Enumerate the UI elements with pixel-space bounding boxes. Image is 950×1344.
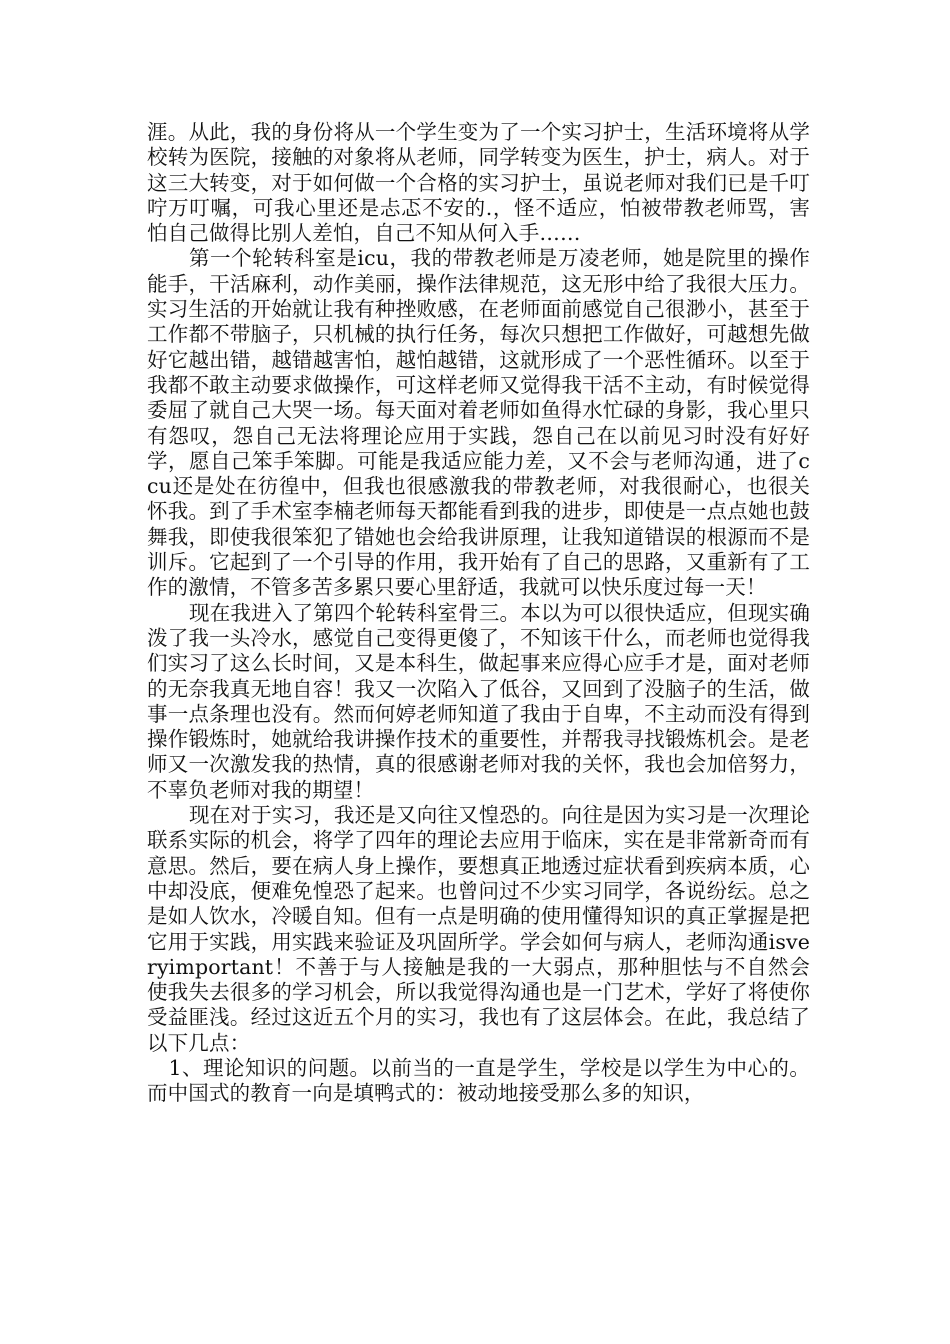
paragraph-3: 现在我进入了第四个轮转科室骨三。本以为可以很快适应，但现实确泼了我一头冷水，感觉自己变得更傻了，不知该干什么，而老师也觉得我们实习了这么长时间，又是本科生，做起事来应得心应手才是，面对老师的无奈我真无地自容！我又一次陷入了低谷，又回到了没脑子的生活，做事一点条理也没有。然而何婷老师知道了我由于自卑，不主动而没有得到操作锻炼时，她就给我讲操作技术的重要性，并帮我寻找锻炼机会。是老师又一次激发我的热情，真的很感谢老师对我的关怀，我也会加倍努力，不辜负老师对我的期望！: [147, 600, 810, 802]
paragraph-4: 现在对于实习，我还是又向往又惶恐的。向往是因为实习是一次理论联系实际的机会，将学了四年的理论去应用于临床，实在是非常新奇而有意思。然后，要在病人身上操作，要想真正地透过症状看到疾病本质，心中却没底，便难免惶恐了起来。也曾问过不少实习同学，各说纷纭。总之是如人饮水，冷暖自知。但有一点是明确的使用懂得知识的真正掌握是把它用于实践，用实践来验证及巩固所学。学会如何与病人，老师沟通isveryimportant！不善于与人接触是我的一大弱点，那种胆怯与不自然会使我失去很多的学习机会，所以我觉得沟通也是一门艺术，学好了将使你受益匪浅。经过这近五个月的实习，我也有了这层体会。在此，我总结了以下几点：: [147, 803, 810, 1055]
paragraph-2: 第一个轮转科室是icu，我的带教老师是万凌老师，她是院里的操作能手，干活麻利，动作美丽，操作法律规范，这无形中给了我很大压力。实习生活的开始就让我有种挫败感，在老师面前感觉自己很渺小，甚至于工作都不带脑子，只机械的执行任务，每次只想把工作做好，可越想先做好它越出错，越错越害怕，越怕越错，这就形成了一个恶性循环。以至于我都不敢主动要求做操作，可这样老师又觉得我干活不主动，有时候觉得委屈了就自己大哭一场。每天面对着老师如鱼得水忙碌的身影，我心里只有怨叹，怨自己无法将理论应用于实践，怨自己在以前见习时没有好好学，愿自己笨手笨脚。可能是我适应能力差，又不会与老师沟通，进了ccu还是处在彷徨中，但我也很感激我的带教老师，对我很耐心，也很关怀我。到了手术室李楠老师每天都能看到我的进步，即使是一点点她也鼓舞我，即使我很笨犯了错她也会给我讲原理，让我知道错误的根源而不是训斥。它起到了一个引导的作用，我开始有了自己的思路，又重新有了工作的激情，不管多苦多累只要心里舒适，我就可以快乐度过每一天！: [147, 246, 810, 600]
document-body: [147, 120, 810, 1107]
paragraph-5: 1、理论知识的问题。以前当的一直是学生，学校是以学生为中心的。而中国式的教育一向是填鸭式的：被动地接受那么多的知识，: [147, 1055, 810, 1106]
paragraph-1: 涯。从此，我的身份将从一个学生变为了一个实习护士，生活环境将从学校转为医院，接触的对象将从老师，同学转变为医生，护士，病人。对于这三大转变，对于如何做一个合格的实习护士，虽说老师对我们已是千叮咛万叮嘱，可我心里还是忐忑不安的.，怪不适应，怕被带教老师骂，害怕自己做得比别人差怕，自己不知从何入手……: [147, 120, 810, 246]
